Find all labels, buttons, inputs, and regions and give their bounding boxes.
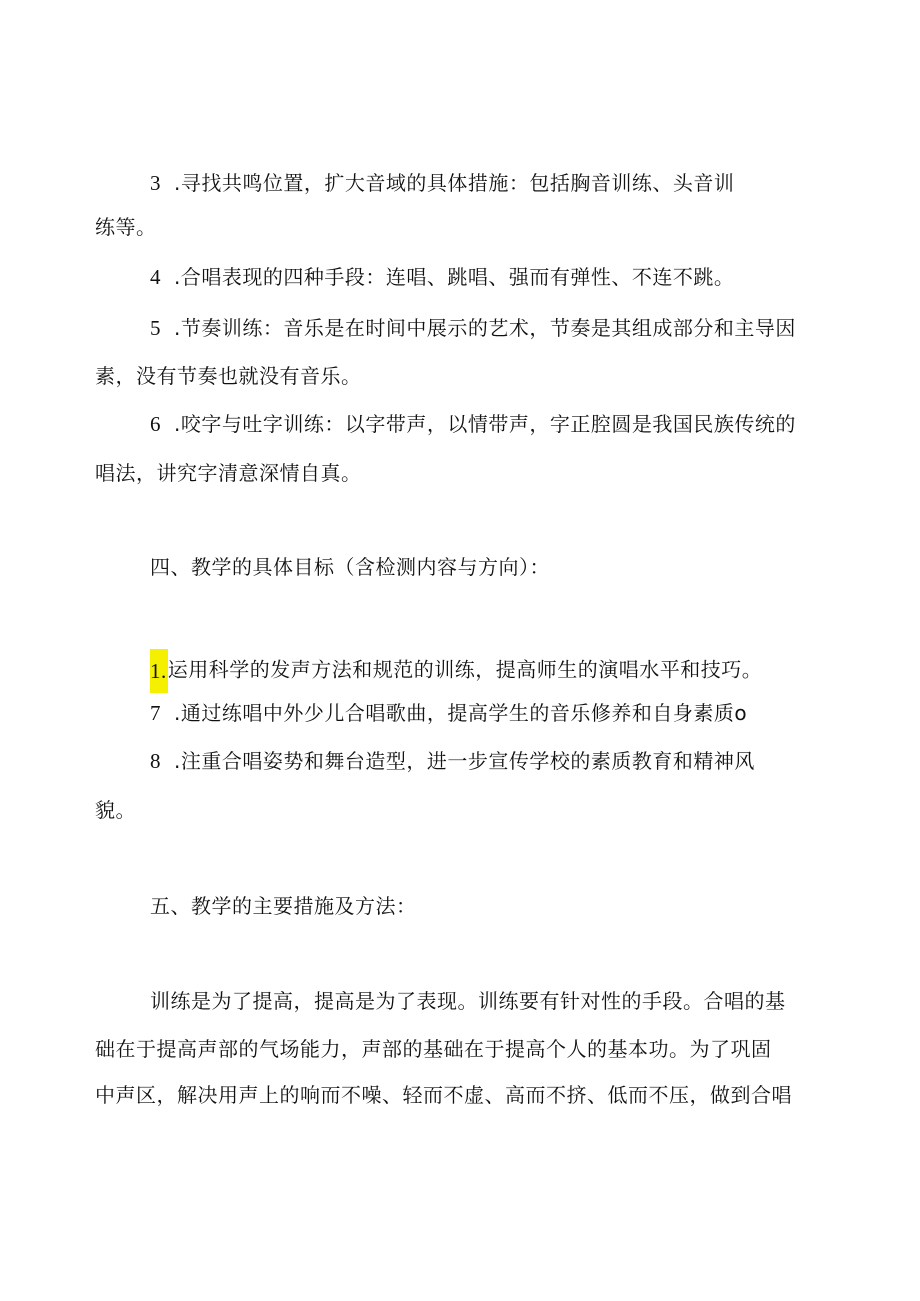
item-6-line-2: 唱法，讲究字清意深情自真。 [95,461,362,485]
item-number: 3 [150,171,161,195]
item-number: 5 [150,316,161,340]
section-4-heading: 四、教学的具体目标（含检测内容与方向）： [150,555,550,579]
item-6-line-1: 6 .咬字与吐字训练：以字带声，以情带声，字正腔圆是我国民族传统的 [150,412,796,436]
goal-1-line-1: 1.运用科学的发声方法和规范的训练，提高师生的演唱水平和技巧。 [150,649,762,693]
item-number: 4 [150,265,161,289]
paragraph-line-3: 中声区，解决用声上的响而不噪、轻而不虚、高而不挤、低而不压，做到合唱 [95,1083,792,1107]
item-number: 8 [150,749,161,773]
section-5-heading: 五、教学的主要措施及方法： [150,894,417,918]
paragraph-line-2: 础在于提高声部的气场能力，声部的基础在于提高个人的基本功。为了巩固 [95,1037,772,1061]
goal-8-line-1: 8 .注重合唱姿势和舞台造型，进一步宣传学校的素质教育和精神风 [150,749,755,773]
goal-8-line-2: 貌。 [95,798,136,822]
item-5-line-2: 素，没有节奏也就没有音乐。 [95,364,362,388]
item-number: 7 [150,701,161,725]
item-number: 6 [150,412,161,436]
item-4-line-1: 4 .合唱表现的四种手段：连唱、跳唱、强而有弹性、不连不跳。 [150,265,735,289]
item-5-line-1: 5 .节奏训练：音乐是在时间中展示的艺术，节奏是其组成部分和主导因 [150,316,796,340]
paragraph-line-1: 训练是为了提高，提高是为了表现。训练要有针对性的手段。合唱的基 [150,989,786,1013]
goal-7-line-1: 7 .通过练唱中外少儿合唱歌曲，提高学生的音乐修养和自身素质o [150,701,748,725]
highlighted-number: 1. [150,649,168,693]
item-3-line-1: 3 .寻找共鸣位置，扩大音域的具体措施：包括胸音训练、头音训 [150,171,735,195]
item-3-line-2: 练等。 [95,215,157,239]
